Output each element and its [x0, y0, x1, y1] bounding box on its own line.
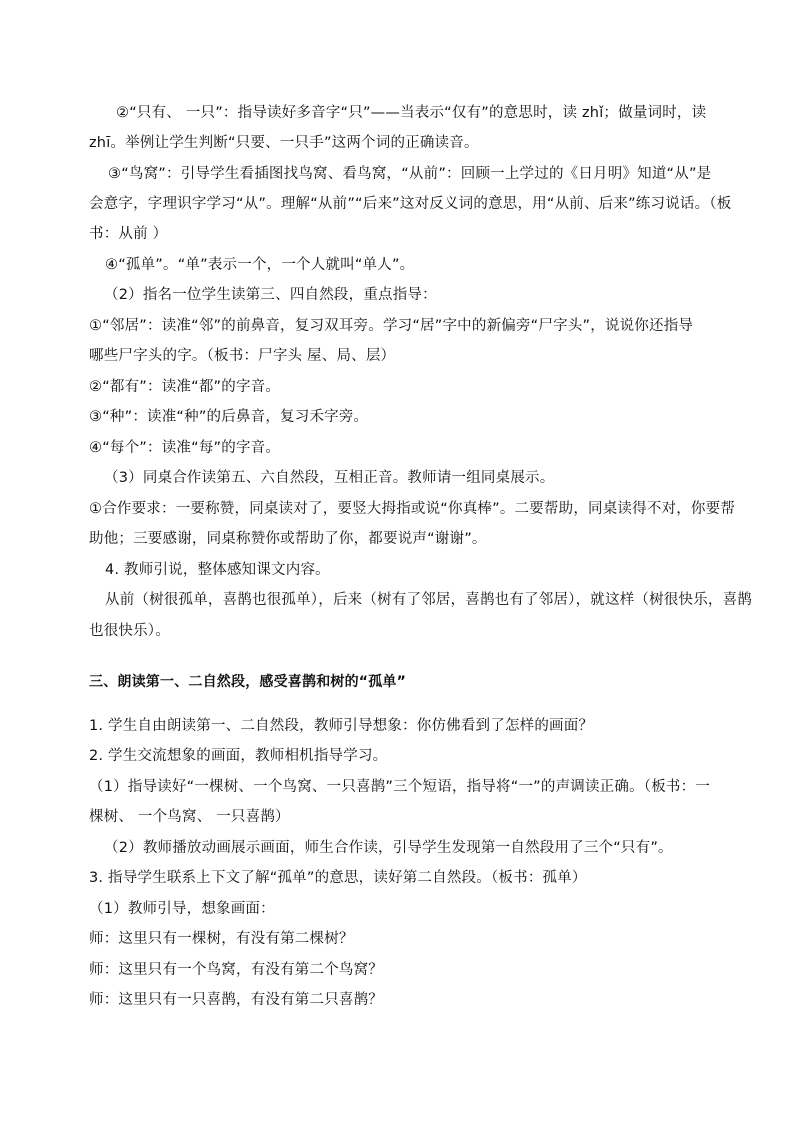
paragraph-line: 师：这里只有一个鸟窝，有没有第二个鸟窝？ — [89, 962, 383, 978]
paragraph-line: （1）指导读好“一棵树、一个鸟窝、一只喜鹊”三个短语，指导将“一”的声调读正确。（板书：一 — [89, 779, 711, 795]
paragraph-line: ④“每个”：读准“每”的字音。 — [89, 440, 281, 456]
paragraph-line: zhī。举例让学生判断“只要、一只手”这两个词的正确读音。 — [89, 135, 479, 151]
paragraph-line: ③“种”：读准“种”的后鼻音，复习禾字旁。 — [89, 409, 369, 425]
paragraph-line: ②“只有、 一只”：指导读好多音字“只”——当表示“仅有”的意思时，读 zhǐ；做量词时，读 — [116, 105, 707, 121]
paragraph-line: 2. 学生交流想象的画面，教师相机指导学习。 — [89, 748, 388, 764]
paragraph-line: 从前（树很孤单，喜鹊也很孤单），后来（树有了邻居，喜鹊也有了邻居），就这样（树很快乐，喜鹊 — [105, 592, 752, 608]
paragraph-line: 师：这里只有一棵树，有没有第二棵树？ — [89, 931, 354, 947]
paragraph-line: ④“孤单”。“单”表示一个，一个人就叫“单人”。 — [105, 257, 415, 273]
paragraph-line: 助他；三要感谢，同桌称赞你或帮助了你，都要说声“谢谢”。 — [89, 531, 487, 547]
paragraph-line: 书：从前 ） — [89, 226, 168, 242]
paragraph-line: ①“邻居”：读准“邻”的前鼻音，复习双耳旁。学习“居”字中的新偏旁“尸字头”，说说你还指导 — [89, 318, 694, 334]
paragraph-line: （3）同桌合作读第五、六自然段，互相正音。教师请一组同桌展示。 — [104, 470, 555, 486]
paragraph-line: 师：这里只有一只喜鹊，有没有第二只喜鹊？ — [89, 992, 383, 1008]
paragraph-line: （2）教师播放动画展示画面，师生合作读，引导学生发现第一自然段用了三个“只有”。 — [104, 840, 673, 856]
paragraph-line: ③“鸟窝”：引导学生看插图找鸟窝、看鸟窝，“从前”：回顾一上学过的《日月明》知道“从”是 — [108, 166, 712, 182]
paragraph-line: 也很快乐）。 — [89, 623, 170, 639]
paragraph-line: ②“都有”：读准“都”的字音。 — [89, 379, 281, 395]
paragraph-line: 3. 指导学生联系上下文了解“孤单”的意思，读好第二自然段。（板书：孤单） — [89, 870, 587, 886]
paragraph-line: （2）指名一位学生读第三、四自然段，重点指导： — [104, 287, 437, 303]
section-heading: 三、朗读第一、二自然段，感受喜鹊和树的“孤单” — [89, 674, 407, 690]
paragraph-line: 1. 学生自由朗读第一、二自然段，教师引导想象：你仿佛看到了怎样的画面？ — [89, 718, 594, 734]
paragraph-line: 哪些尸字头的字。（板书：尸字头 屋、局、层） — [89, 348, 396, 364]
paragraph-line: ①合作要求：一要称赞，同桌读对了，要竖大拇指或说“你真棒”。二要帮助，同桌读得不对，你要帮 — [89, 501, 736, 517]
paragraph-line: 会意字，字理识字学习“从”。理解“从前”“后来”这对反义词的意思，用“从前、后来”练习说话。（板 — [89, 196, 732, 212]
paragraph-line: 4. 教师引说，整体感知课文内容。 — [105, 562, 330, 578]
paragraph-line: 棵树、 一个鸟窝、 一只喜鹊） — [89, 809, 290, 825]
paragraph-line: （1）教师引导，想象画面： — [89, 901, 275, 917]
